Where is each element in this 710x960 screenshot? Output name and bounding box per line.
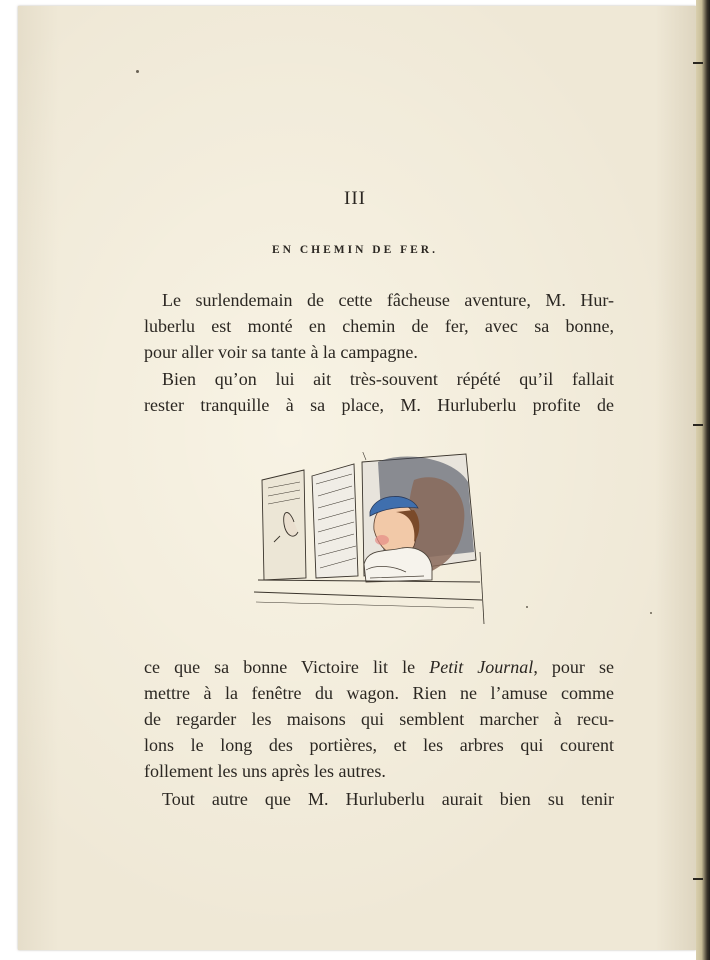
- chapter-number: III: [344, 188, 366, 209]
- text-line: [144, 654, 614, 680]
- paper-speck: [650, 612, 652, 614]
- text-line: de regarder les maisons qui semblent marcher à recu-: [144, 709, 614, 729]
- chapter-title: EN CHEMIN DE FER.: [271, 244, 438, 256]
- newspaper-title: Petit Journal: [429, 657, 534, 677]
- paper-speck: [136, 70, 139, 73]
- text-line: luberlu est monté en chemin de fer, avec sa bonne,: [144, 316, 614, 336]
- boy-at-train-window-illustration: [254, 452, 494, 628]
- paper-speck: [526, 606, 528, 608]
- binding-mark: [693, 424, 703, 426]
- paragraph-3: [144, 654, 614, 784]
- text-segment: , pour se: [533, 657, 615, 677]
- binding-mark: [693, 62, 703, 64]
- text-line: Bien qu’on lui ait très-souvent répété qu’il fallait: [162, 369, 614, 389]
- paragraph-2: [144, 366, 614, 418]
- book-spine: [696, 0, 710, 960]
- text-line: pour aller voir sa tante à la campagne.: [144, 342, 418, 362]
- text-line: Le surlendemain de cette fâcheuse aventure, M. Hur-: [162, 290, 614, 310]
- text-line: follement les uns après les autres.: [144, 761, 386, 781]
- text-line: lons le long des portières, et les arbres qui courent: [144, 735, 614, 755]
- paragraph-4: [144, 786, 614, 812]
- paragraph-1: [144, 287, 614, 365]
- binding-mark: [693, 878, 703, 880]
- text-line: Tout autre que M. Hurluberlu aurait bien su tenir: [162, 789, 614, 809]
- text-line: rester tranquille à sa place, M. Hurluberlu profite de: [144, 395, 614, 415]
- text-segment: ce que sa bonne Victoire lit le: [144, 657, 430, 677]
- text-line: mettre à la fenêtre du wagon. Rien ne l’amuse comme: [144, 683, 614, 703]
